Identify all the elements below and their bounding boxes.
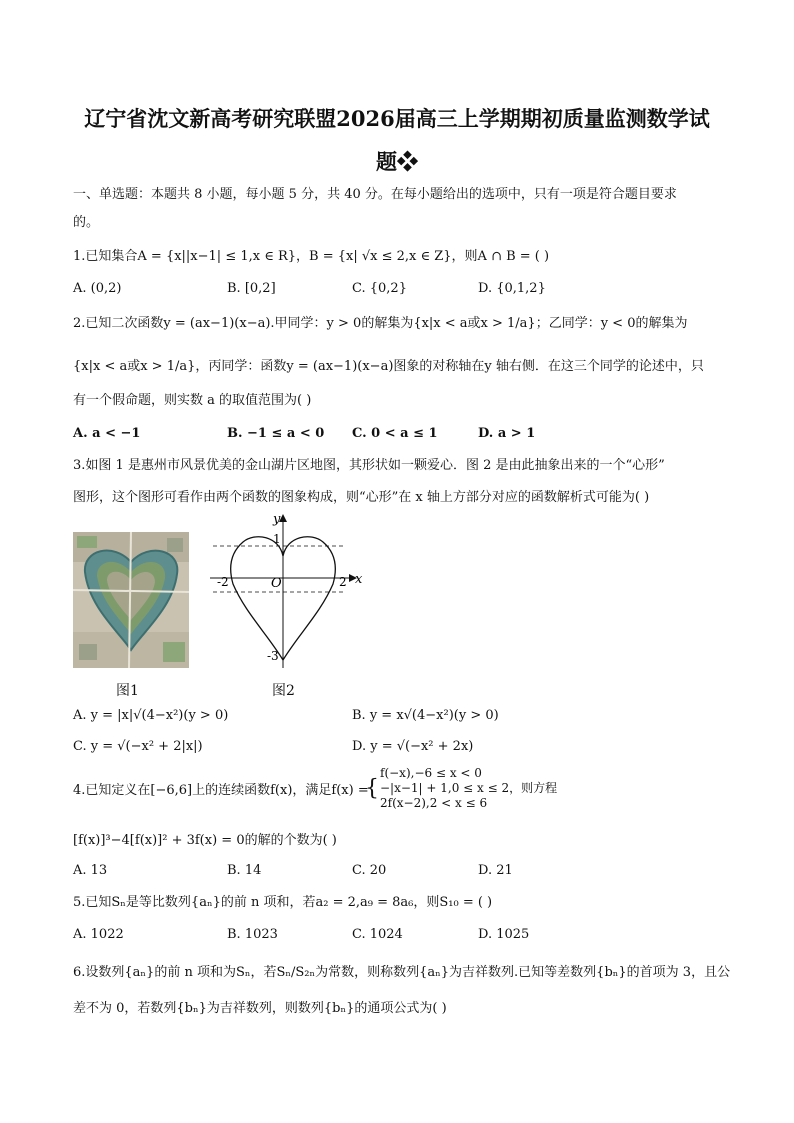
figure-2-label: 图2 xyxy=(272,683,295,699)
origin-label: O xyxy=(271,576,282,591)
page-title: 辽宁省沈文新高考研究联盟2026届高三上学期期初质量监测数学试 xyxy=(84,106,710,131)
q4-option-b: B. 14 xyxy=(227,863,262,878)
q3-option-b: B. y = x√(4−x²)(y > 0) xyxy=(352,708,499,723)
question-6-text: 6.设数列{aₙ}的前 n 项和为Sₙ，若Sₙ/S₂ₙ为常数，则称数列{aₙ}为吉祥数列.已知等差数列{bₙ}的首项为 3，且公 xyxy=(73,965,731,980)
heart-graph xyxy=(205,508,370,673)
tick-label-neg-3: -3 xyxy=(267,649,279,663)
q4-option-d: D. 21 xyxy=(478,863,513,878)
question-2-text-2: {x|x < a或x > 1/a}，丙同学：函数y = (ax−1)(x−a)图象的对称轴在y 轴右侧．在这三个同学的论述中，只 xyxy=(73,359,704,374)
q1-option-b: B. [0,2] xyxy=(227,281,276,296)
lake-map-image xyxy=(73,532,189,668)
q1-option-c: C. {0,2} xyxy=(352,281,407,296)
section-instructions: 一、单选题：本题共 8 小题，每小题 5 分，共 40 分。在每小题给出的选项中，只有一项是符合题目要求 xyxy=(73,187,677,202)
page-title-continued: 题❖ xyxy=(376,149,418,174)
question-2-text: 2.已知二次函数y = (ax−1)(x−a).甲同学：y > 0的解集为{x|x < a或x > 1/a}；乙同学：y < 0的解集为 xyxy=(73,316,688,331)
question-3-text-2: 图形，这个图形可看作由两个函数的图象构成，则“心形”在 x 轴上方部分对应的函数解析式可能为( ) xyxy=(73,490,650,505)
q1-option-a: A. (0,2) xyxy=(73,281,122,296)
section-instructions-continued: 的。 xyxy=(73,215,100,230)
question-6-text-2: 差不为 0，若数列{bₙ}为吉祥数列，则数列{bₙ}的通项公式为( ) xyxy=(73,1001,447,1016)
q5-option-c: C. 1024 xyxy=(352,927,403,942)
piecewise-case-1: f(−x),−6 ≤ x < 0 xyxy=(380,766,482,780)
question-4-text: 4.已知定义在[−6,6]上的连续函数f(x)，满足f(x) = xyxy=(73,783,369,798)
y-axis-label: y xyxy=(273,512,281,527)
q3-option-c: C. y = √(−x² + 2|x|) xyxy=(73,739,203,754)
tick-label-2: 2 xyxy=(339,575,347,589)
q2-option-b: B. −1 ≤ a < 0 xyxy=(227,426,325,441)
q5-option-a: A. 1022 xyxy=(73,927,124,942)
q1-option-d: D. {0,1,2} xyxy=(478,281,546,296)
x-axis-label: x xyxy=(355,572,363,587)
q3-option-a: A. y = |x|√(4−x²)(y > 0) xyxy=(73,708,229,723)
question-4-text-2: [f(x)]³−4[f(x)]² + 3f(x) = 0的解的个数为( ) xyxy=(73,833,337,848)
q5-option-b: B. 1023 xyxy=(227,927,278,942)
tick-label-1: 1 xyxy=(273,532,281,546)
figure-1-label: 图1 xyxy=(116,683,139,699)
q4-option-a: A. 13 xyxy=(73,863,108,878)
q5-option-d: D. 1025 xyxy=(478,927,530,942)
piecewise-brace: { xyxy=(365,776,379,801)
piecewise-case-3: 2f(x−2),2 < x ≤ 6 xyxy=(380,796,488,810)
q3-option-d: D. y = √(−x² + 2x) xyxy=(352,739,474,754)
q2-option-a: A. a < −1 xyxy=(73,426,141,441)
q2-option-d: D. a > 1 xyxy=(478,426,536,441)
question-5-text: 5.已知Sₙ是等比数列{aₙ}的前 n 项和，若a₂ = 2,a₉ = 8a₆，则S₁₀ = ( ) xyxy=(73,895,493,910)
question-3-text: 3.如图 1 是惠州市风景优美的金山湖片区地图，其形状如一颗爱心．图 2 是由此抽象出来的一个“心形” xyxy=(73,458,665,473)
question-2-text-3: 有一个假命题，则实数 a 的取值范围为( ) xyxy=(73,393,312,408)
question-1-text: 1.已知集合A = {x||x−1| ≤ 1,x ∈ R}，B = {x| √x ≤ 2,x ∈ Z}，则A ∩ B = ( ) xyxy=(73,249,550,264)
q2-option-c: C. 0 < a ≤ 1 xyxy=(352,426,438,441)
tick-label-neg-2: -2 xyxy=(217,575,229,589)
q4-option-c: C. 20 xyxy=(352,863,387,878)
piecewise-case-2: −|x−1| + 1,0 ≤ x ≤ 2，则方程 xyxy=(380,781,558,795)
